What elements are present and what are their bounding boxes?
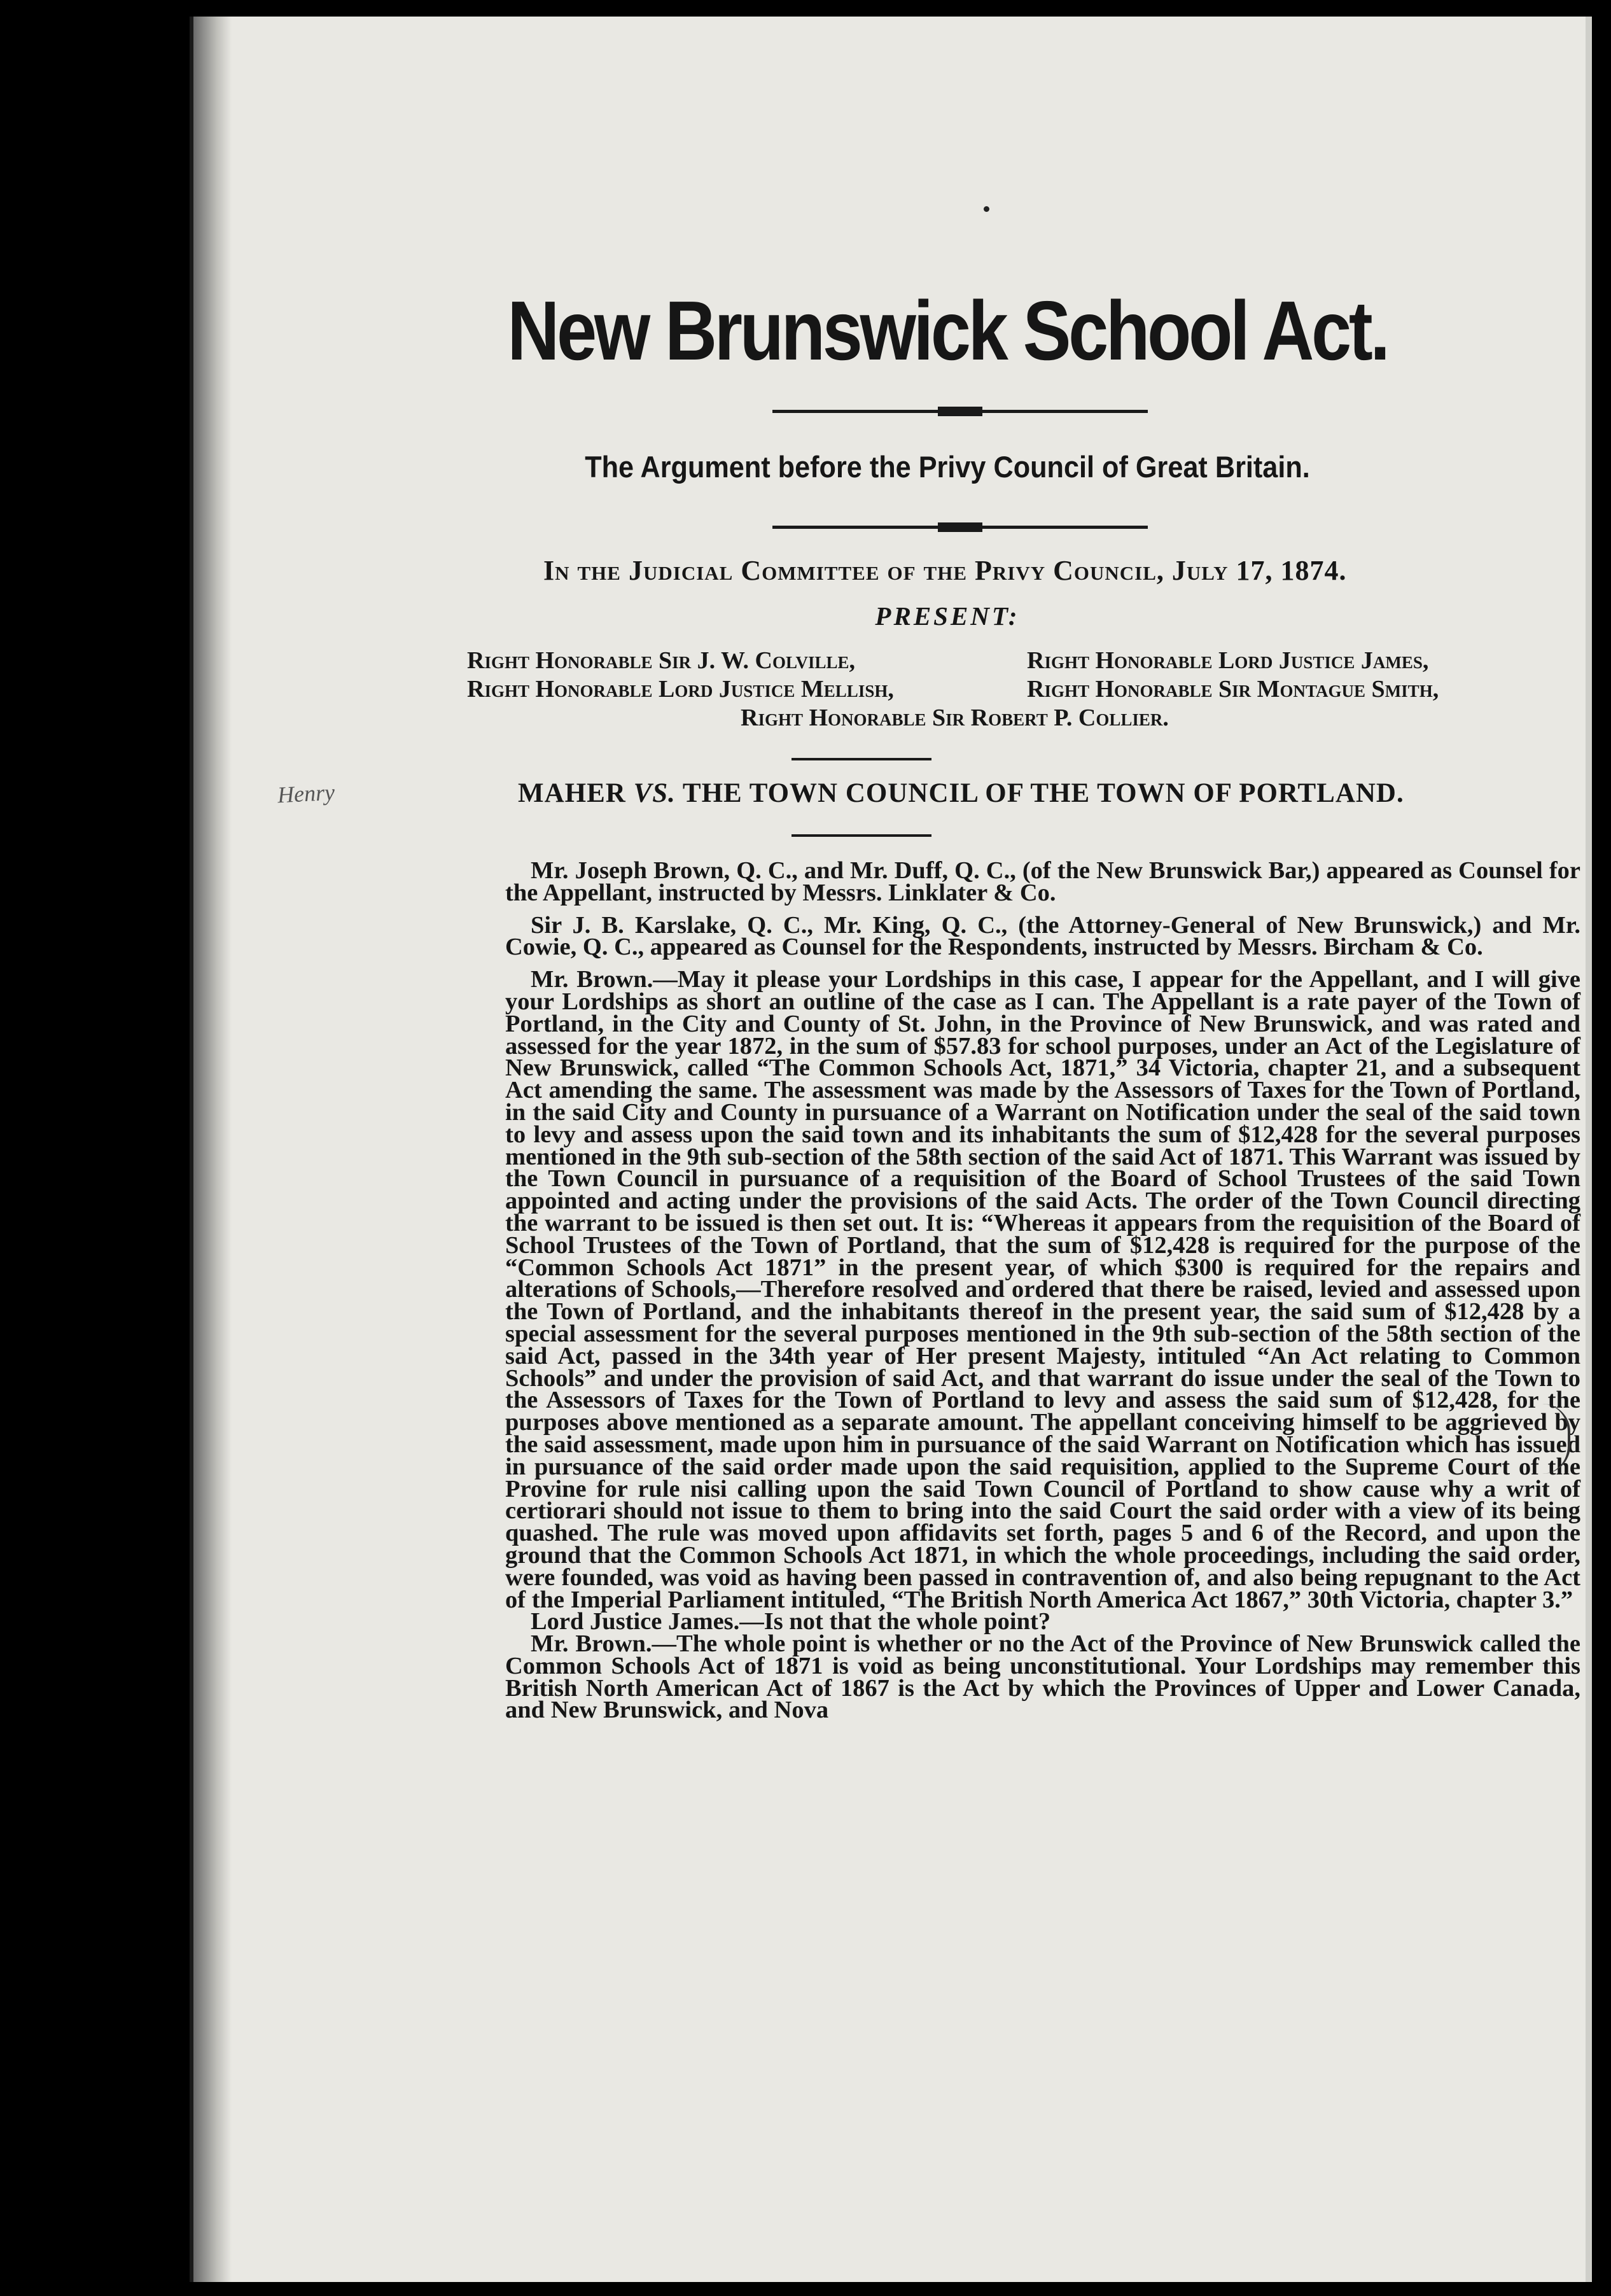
case-title (518, 778, 1404, 809)
case-rule (792, 834, 931, 837)
paragraph-brown-reply: Mr. Brown.—The whole point is whether or no the Act of the Province of New Brunswick called the Common Schools Act of 1871 is void as being unconstitutional. Your Lordships may remember this British North American Act of 1867 is the Act by which the Provinces of Upper and Lower Canada, and New Brunswick, and Nova (505, 1630, 1580, 1724)
judge-mellish: Right Honorable Lord Justice Mellish, (467, 676, 894, 703)
paragraph-james-question: Lord Justice James.—Is not that the whole point? (531, 1608, 1051, 1635)
judges-rule (792, 758, 931, 760)
paragraph-respondent-counsel: Sir J. B. Karslake, Q. C., Mr. King, Q. C., (the Attorney-General of New Brunswick,) and Mr. Cowie, Q. C., appeared as Counsel for the Respondents, instructed by Messrs. Bircham & Co. (505, 911, 1580, 961)
page-edge (1586, 17, 1592, 2282)
case-versus: VS. (633, 778, 676, 808)
present-label: PRESENT: (875, 601, 1020, 631)
judge-james: Right Honorable Lord Justice James, (1027, 647, 1429, 674)
subtitle-rule (772, 526, 1148, 529)
paragraph-brown-argument: Mr. Brown.—May it please your Lordships in this case, I appear for the Appellant, and I will give your Lordships as short an outline of the case as I can. The Appellant is a rate payer of the Town of Portland, in the City and County of St. John, in the Province of New Brunswick, and was rated and assessed for the year 1872, in the sum of $57.83 for school purposes, under an Act of the Legislature of New Brunswick, called “The Common Schools Act, 1871,” 34 Victoria, chapter 21, and a subsequent Act amending the same. The assessment was made by the Assessors of Taxes for the Town of Portland, in the said City and County in pursuance of a Warrant on Notification under the seal of the said town to levy and assess upon the said town and its inhabitants the sum of $12,428 for the several purposes mentioned in the 9th sub-section of the 58th section of the said Act of 1871. This Warrant was issued by the Town Council in pursuance of a requisition of the Board of School Trustees of the said Town appointed and acting under the provisions of the said Acts. The order of the Town Council directing the warrant to be issued is then set out. It is: “Whereas it appears from the requisition of the Board of School Trustees of the Town of Portland, that the sum of $12,428 is required for the purpose of the “Common Schools Act 1871” in the present year, of which $300 is required for the repairs and alterations of Schools,—Therefore resolved and ordered that there be raised, levied and assessed upon the Town of Portland, and the inhabitants thereof in the present year, the said sum of $12,428 by a special assessment for the several purposes mentioned in the 9th sub-section of the 58th section of the said Act, passed in the 34th year of Her present Majesty, intituled “An Act relating to Common Schools” and under the provision of said Act, and that warrant do issue under the seal of the Town to the Assessors of Taxes for the Town of Portland to levy and assess the said sum of $12,428, for the purposes above mentioned as a separate amount. The appellant conceiving himself to be aggrieved by the said assessment, made upon him in pursuance of the said Warrant on Notification which has issued in pursuance of the said order made upon the said requisition, applied to the Supreme Court of the Provine for rule nisi calling upon the said Town Council of Portland to show cause why a writ of certiorari should not issue to them to bring into the said Court the said order with a view of its being quashed. The rule was moved upon affidavits set forth, pages 5 and 6 of the Record, and upon the ground that the Common Schools Act 1871, in which the whole proceedings, including the said order, were founded, was void as having been passed in contravention of, and also being repugnant to the Act of the Imperial Parliament intituled, “The British North America Act 1867,” 30th Victoria, chapter 3.” (505, 966, 1580, 1613)
paragraph-appellant-counsel: Mr. Joseph Brown, Q. C., and Mr. Duff, Q. C., (of the New Brunswick Bar,) appeared as Counsel for the Appellant, instructed by Messrs. Linklater & Co. (505, 857, 1580, 906)
title-rule (772, 410, 1148, 413)
document-title: New Brunswick School Act. (507, 284, 1388, 377)
body-text (505, 857, 1580, 1724)
document-page (190, 17, 1592, 2282)
committee-line: In the Judicial Committee of the Privy Council, July 17, 1874. (543, 555, 1347, 586)
margin-handwritten-note: Henry (277, 779, 335, 808)
ornament-dot (984, 206, 989, 212)
case-party-respondent: THE TOWN COUNCIL OF THE TOWN OF PORTLAND. (682, 778, 1404, 808)
case-party-appellant: MAHER (518, 778, 626, 808)
binding-gutter (193, 17, 232, 2282)
judge-colville: Right Honorable Sir J. W. Colville, (467, 647, 856, 674)
document-subtitle: The Argument before the Privy Council of Great Britain. (585, 450, 1310, 484)
judge-smith: Right Honorable Sir Montague Smith, (1027, 676, 1439, 703)
judge-collier: Right Honorable Sir Robert P. Collier. (741, 704, 1169, 731)
